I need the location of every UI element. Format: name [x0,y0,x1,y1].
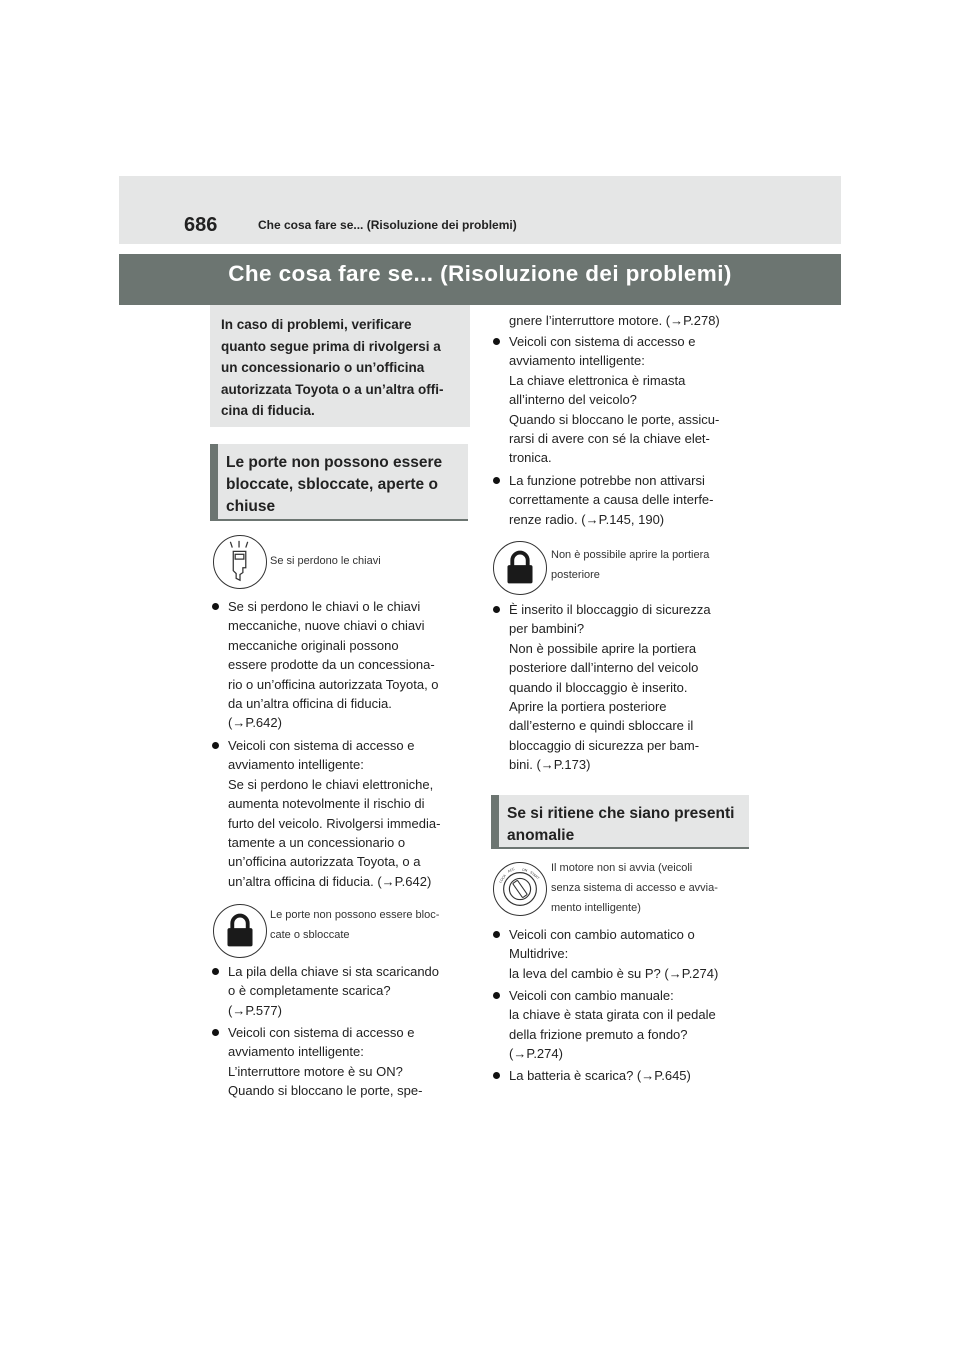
bullet-dot [493,606,500,613]
intro-box [210,305,470,427]
caption-line: Il motore non si avvia (veicoli [551,862,693,874]
intro-line: cina di fiducia. [221,403,315,418]
text-line: la leva del cambio è su P? (→P.274) [509,965,719,981]
text-line: dall’esterno e quindi sbloccare il [509,718,694,734]
cross-reference: (→P.642) [228,715,282,731]
bullet-dot [493,1072,500,1079]
list-item [493,925,733,983]
text-line: Veicoli con sistema di accesso e [228,738,415,753]
text-line: della frizione premuto a fondo? [509,1026,688,1042]
text-line: Se si perdono le chiavi o le chiavi [228,599,421,614]
list-item [493,986,733,1064]
text-line: Quando si bloccano le porte, spe- [228,1083,423,1099]
switch-label-lock: LOCK [498,873,507,884]
list-item [493,600,733,775]
bullet-dot [493,931,500,938]
text-line: posteriore dall’interno del veicolo [509,660,699,676]
caption-line: senza sistema di accesso e avvia- [551,882,718,894]
text-line: la chiave è stata girata con il pedale [509,1007,716,1023]
page-title: Che cosa fare se... (Risoluzione dei problemi) [228,261,732,286]
caption-line: Le porte non possono essere bloc- [270,909,440,921]
text-line: Veicoli con cambio automatico o [509,927,695,942]
caption-line: cate o sbloccate [270,929,350,941]
list-item [493,332,733,468]
text-line: per bambini? [509,621,585,637]
list-item [212,597,452,733]
text-line: Non è possibile aprire la portiera [509,640,697,656]
section-heading-line: chiuse [226,498,276,515]
page-number: 686 [184,214,218,236]
list-item [212,1023,452,1101]
text-line: un’officina autorizzata Toyota, o a [228,854,421,870]
text-line: avviamento intelligente: [228,1044,364,1060]
text-line: all’interno del veicolo? [509,392,637,408]
text-line: La chiave elettronica è rimasta [509,372,686,388]
text-line: aumenta notevolmente il rischio di [228,796,425,812]
text-line: È inserito il bloccaggio di sicurezza [509,602,711,617]
running-header: Che cosa fare se... (Risoluzione dei problemi) [258,218,517,232]
text-line: Quando si bloccano le porte, assicu- [509,411,720,427]
bullet-dot [212,968,219,975]
list-item [493,1066,733,1085]
text-line: Veicoli con sistema di accesso e [228,1025,415,1040]
text-line: meccaniche, nuove chiavi o chiavi [228,618,425,634]
text-line: rio o un’officina autorizzata Toyota, o [228,676,439,692]
text-line: La batteria è scarica? (→P.645) [509,1068,691,1083]
cross-reference: (→P.577) [228,1002,282,1018]
switch-label-acc: ACC [507,866,516,874]
caption-line: posteriore [551,569,600,581]
switch-label-start: START [528,870,540,881]
text-line: un’altra officina di fiducia. (→P.642) [228,873,432,889]
section-heading-anomalie [491,795,749,849]
lock-icon [213,904,267,958]
text-line: furto del veicolo. Rivolgersi immedia- [228,815,441,831]
icon-caption [551,545,749,585]
intro-line: In caso di problemi, verificare [221,317,412,332]
cross-reference: bini. (→P.173) [509,757,591,773]
section-heading-porte [210,444,468,521]
text-line: La pila della chiave si sta scaricando [228,964,440,979]
text-line: L’interruttore motore è su ON? [228,1063,403,1079]
bullet-dot [493,338,500,345]
text-line: bloccaggio di sicurezza per bam- [509,737,700,753]
intro-line: autorizzata Toyota o a un’altra offi- [221,381,444,397]
text-line: avviamento intelligente: [509,353,645,369]
text-line: avviamento intelligente: [228,757,364,773]
text-line: rarsi di avere con sé la chiave elet- [509,431,710,447]
caption-line: mento intelligente) [551,902,641,914]
icon-caption [551,858,749,918]
caption-line: Non è possibile aprire la portiera [551,549,710,561]
text-line: Veicoli con sistema di accesso e [509,334,696,349]
cross-reference: (→P.274) [509,1046,563,1062]
title-bar [119,254,841,305]
text-line: quando il bloccaggio è inserito. [509,679,688,695]
continued-text: gnere l’interruttore motore. (→P.278) [509,313,720,328]
icon-caption [270,905,468,945]
ignition-switch-icon [493,862,547,916]
section-heading-line: Se si ritiene che siano presenti [507,805,735,822]
intro-line: quanto segue prima di rivolgersi a [221,338,441,354]
text-line: Multidrive: [509,946,569,962]
icon-caption: Se si perdono le chiavi [270,555,381,567]
text-line: o è completamente scarica? [228,983,391,999]
key-icon [213,535,267,589]
text-line: meccaniche originali possono [228,637,399,653]
bullet-dot [212,742,219,749]
header-band [119,176,841,244]
text-line: essere prodotte da un concessiona- [228,657,435,673]
list-item [493,471,733,529]
bullet-dot [493,992,500,999]
bullet-dot [493,477,500,484]
text-line: Aprire la portiera posteriore [509,699,667,715]
text-line: tamente a un concessionario o [228,835,406,851]
text-line: correttamente a causa delle interfe- [509,492,714,508]
text-line: renze radio. (→P.145, 190) [509,511,665,527]
section-heading-line: anomalie [507,827,575,844]
list-item [212,736,452,891]
bullet-dot [212,1029,219,1036]
text-line: Veicoli con cambio manuale: [509,988,674,1003]
section-heading-line: Le porte non possono essere [226,454,443,471]
lock-icon [493,541,547,595]
switch-label-on: ON [521,867,528,873]
intro-line: un concessionario o un’officina [221,360,425,375]
text-line: La funzione potrebbe non attivarsi [509,473,705,488]
text-line: da un’altra officina di fiducia. [228,696,392,712]
text-line: Se si perdono le chiavi elettroniche, [228,776,434,792]
section-heading-line: bloccate, sbloccate, aperte o [226,476,438,493]
text-line: tronica. [509,450,552,466]
list-item [212,962,452,1020]
bullet-dot [212,603,219,610]
